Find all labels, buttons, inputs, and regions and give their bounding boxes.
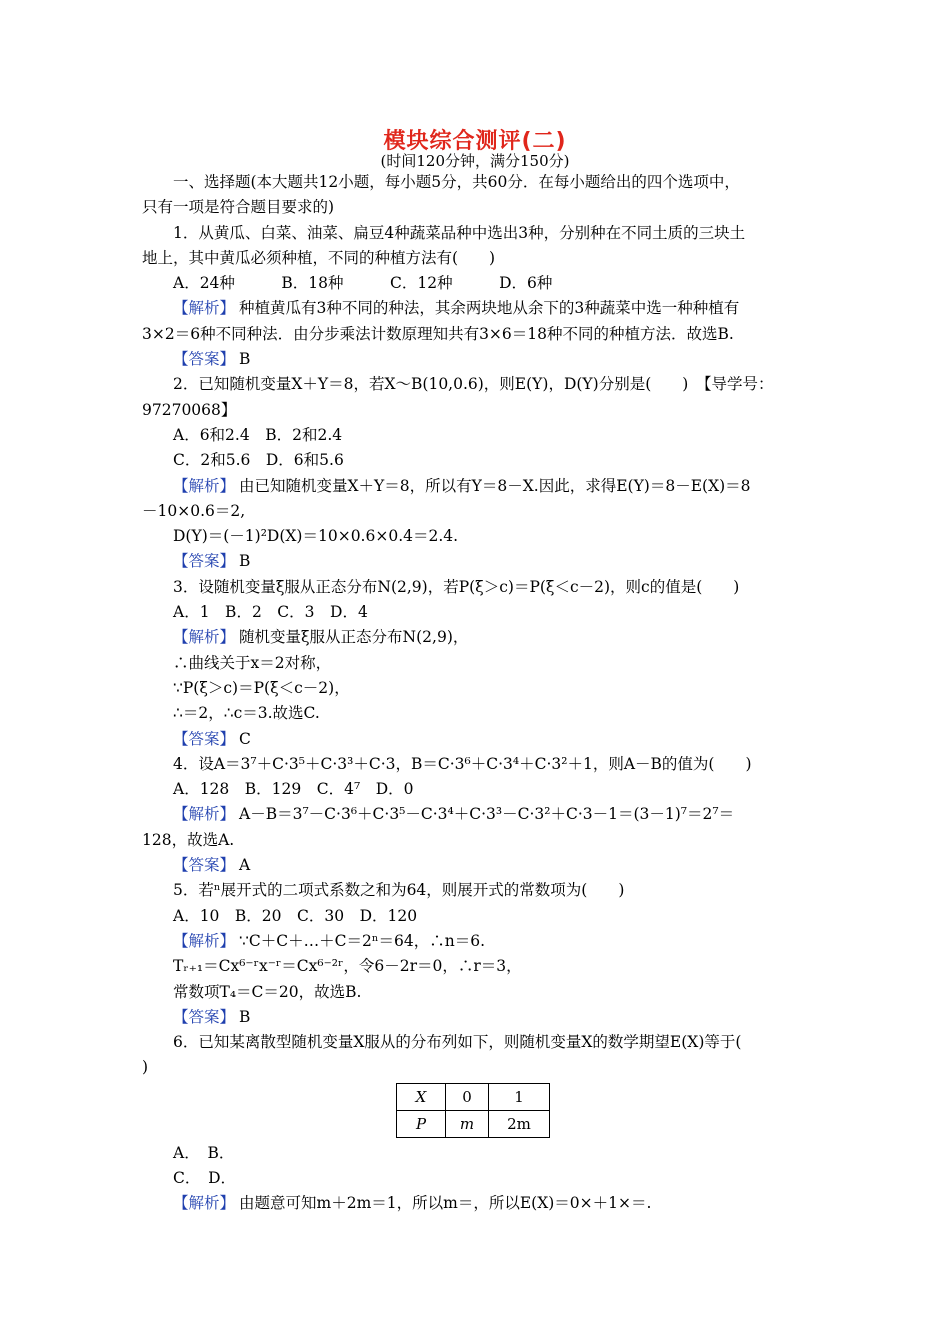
- analysis-tag: 【解析】: [173, 628, 236, 647]
- q6-analysis: 【解析】 由题意可知m＋2m＝1，所以m＝，所以E(X)＝0×＋1×＝.: [173, 1194, 652, 1213]
- q2-analysis-cont2: D(Y)＝(－1)²D(X)＝10×0.6×0.4＝2.4.: [173, 527, 459, 546]
- table-row: [397, 1111, 550, 1138]
- q4-options: A．128 B．129 C．4⁷ D．0: [173, 780, 414, 799]
- content-body: [142, 170, 814, 1217]
- q2-analysis: 【解析】 由已知随机变量X＋Y＝8，所以有Y＝8－X.因此，求得E(Y)＝8－E(X)＝8: [173, 476, 751, 495]
- table-cell: m: [446, 1111, 489, 1138]
- q2-stem: 2．已知随机变量X＋Y＝8，若X～B(10,0.6)，则E(Y)，D(Y)分别是( ) 【导学号：: [173, 375, 774, 394]
- answer-tag: 【答案】: [173, 350, 236, 369]
- q3-analysis-4: ∴＝2，∴c＝3.故选C.: [173, 704, 320, 723]
- q6-options-2: C． D．: [173, 1168, 237, 1187]
- table-cell: P: [397, 1111, 446, 1138]
- analysis-tag: 【解析】: [173, 805, 236, 824]
- q4-answer: 【答案】 A: [173, 856, 251, 875]
- q3-analysis-3: ∵P(ξ＞c)＝P(ξ＜c－2)，: [173, 678, 350, 697]
- q2-answer: 【答案】 B: [173, 552, 251, 571]
- table-cell: 1: [489, 1084, 550, 1111]
- answer-tag: 【答案】: [173, 729, 236, 748]
- q2-stem-cont: 97270068】: [142, 400, 237, 419]
- analysis-tag: 【解析】: [173, 476, 236, 495]
- q2-analysis-cont: －10×0.6＝2,: [142, 501, 246, 520]
- distribution-table-wrapper: [142, 1081, 814, 1141]
- distribution-table: [396, 1083, 550, 1138]
- section-intro-cont: 只有一项是符合题目要求的): [142, 198, 335, 217]
- q3-analysis: 【解析】 随机变量ξ服从正态分布N(2,9)，: [173, 628, 469, 647]
- table-cell: X: [397, 1084, 446, 1111]
- q1-answer: 【答案】 B: [173, 350, 251, 369]
- q4-analysis-cont: 128，故选A.: [142, 830, 235, 849]
- q2-options-1: A．6和2.4 B．2和2.4: [173, 425, 343, 444]
- q1-options: A．24种 B．18种 C．12种 D．6种: [173, 274, 553, 293]
- q5-options: A．10 B．20 C．30 D．120: [173, 906, 418, 925]
- page-subtitle: (时间120分钟，满分150分): [380, 152, 570, 170]
- q6-stem-cont: ): [142, 1058, 149, 1077]
- q5-analysis-3: 常数项T₄＝C＝20，故选B.: [173, 982, 362, 1001]
- q1-analysis-cont: 3×2＝6种不同种法．由分步乘法计数原理知共有3×6＝18种不同的种植方法．故选B.: [142, 324, 734, 343]
- q6-stem: 6．已知某离散型随机变量X服从的分布列如下，则随机变量X的数学期望E(X)等于(: [173, 1033, 742, 1052]
- answer-tag: 【答案】: [173, 1007, 236, 1026]
- q4-stem: 4．设A＝3⁷＋C·3⁵＋C·3³＋C·3，B＝C·3⁶＋C·3⁴＋C·3²＋1，则A－B的值为( ): [173, 754, 752, 773]
- q5-answer: 【答案】 B: [173, 1007, 251, 1026]
- q3-options: A．1 B．2 C．3 D．4: [173, 603, 368, 622]
- table-cell: 0: [446, 1084, 489, 1111]
- section-intro: 一、选择题(本大题共12小题，每小题5分，共60分．在每小题给出的四个选项中，: [173, 173, 740, 191]
- q5-analysis-2: Tᵣ₊₁＝Cx⁶⁻ʳx⁻ʳ＝Cx⁶⁻²ʳ，令6－2r＝0，∴r＝3，: [173, 957, 522, 976]
- q4-analysis: 【解析】 A－B＝3⁷－C·3⁶＋C·3⁵－C·3⁴＋C·3³－C·3²＋C·3－1＝(3－1)⁷＝2⁷＝: [173, 805, 735, 824]
- analysis-tag: 【解析】: [173, 1194, 236, 1213]
- q1-stem: 1．从黄瓜、白菜、油菜、扁豆4种蔬菜品种中选出3种，分别种在不同土质的三块土: [173, 223, 746, 242]
- q3-stem: 3．设随机变量ξ服从正态分布N(2,9)，若P(ξ＞c)＝P(ξ＜c－2)，则c的值是( ): [173, 577, 740, 596]
- q2-options-2: C．2和5.6 D．6和5.6: [173, 451, 344, 470]
- q5-stem: 5．若ⁿ展开式的二项式系数之和为64，则展开式的常数项为( ): [173, 881, 625, 900]
- analysis-tag: 【解析】: [173, 299, 236, 318]
- table-cell: 2m: [489, 1111, 550, 1138]
- q3-answer: 【答案】 C: [173, 729, 251, 748]
- q5-analysis: 【解析】 ∵C＋C＋…＋C＝2ⁿ＝64，∴n＝6.: [173, 931, 486, 950]
- q1-stem-cont: 地上，其中黄瓜必须种植，不同的种植方法有( ): [142, 248, 496, 267]
- q1-analysis: 【解析】 种植黄瓜有3种不同的种法，其余两块地从余下的3种蔬菜中选一种种植有: [173, 299, 740, 318]
- analysis-tag: 【解析】: [173, 931, 236, 950]
- q6-options-1: A． B．: [173, 1143, 235, 1162]
- answer-tag: 【答案】: [173, 552, 236, 571]
- page-title: 模块综合测评(二): [383, 129, 567, 154]
- table-row: [397, 1084, 550, 1111]
- q3-analysis-2: ∴曲线关于x＝2对称，: [173, 653, 332, 672]
- answer-tag: 【答案】: [173, 856, 236, 875]
